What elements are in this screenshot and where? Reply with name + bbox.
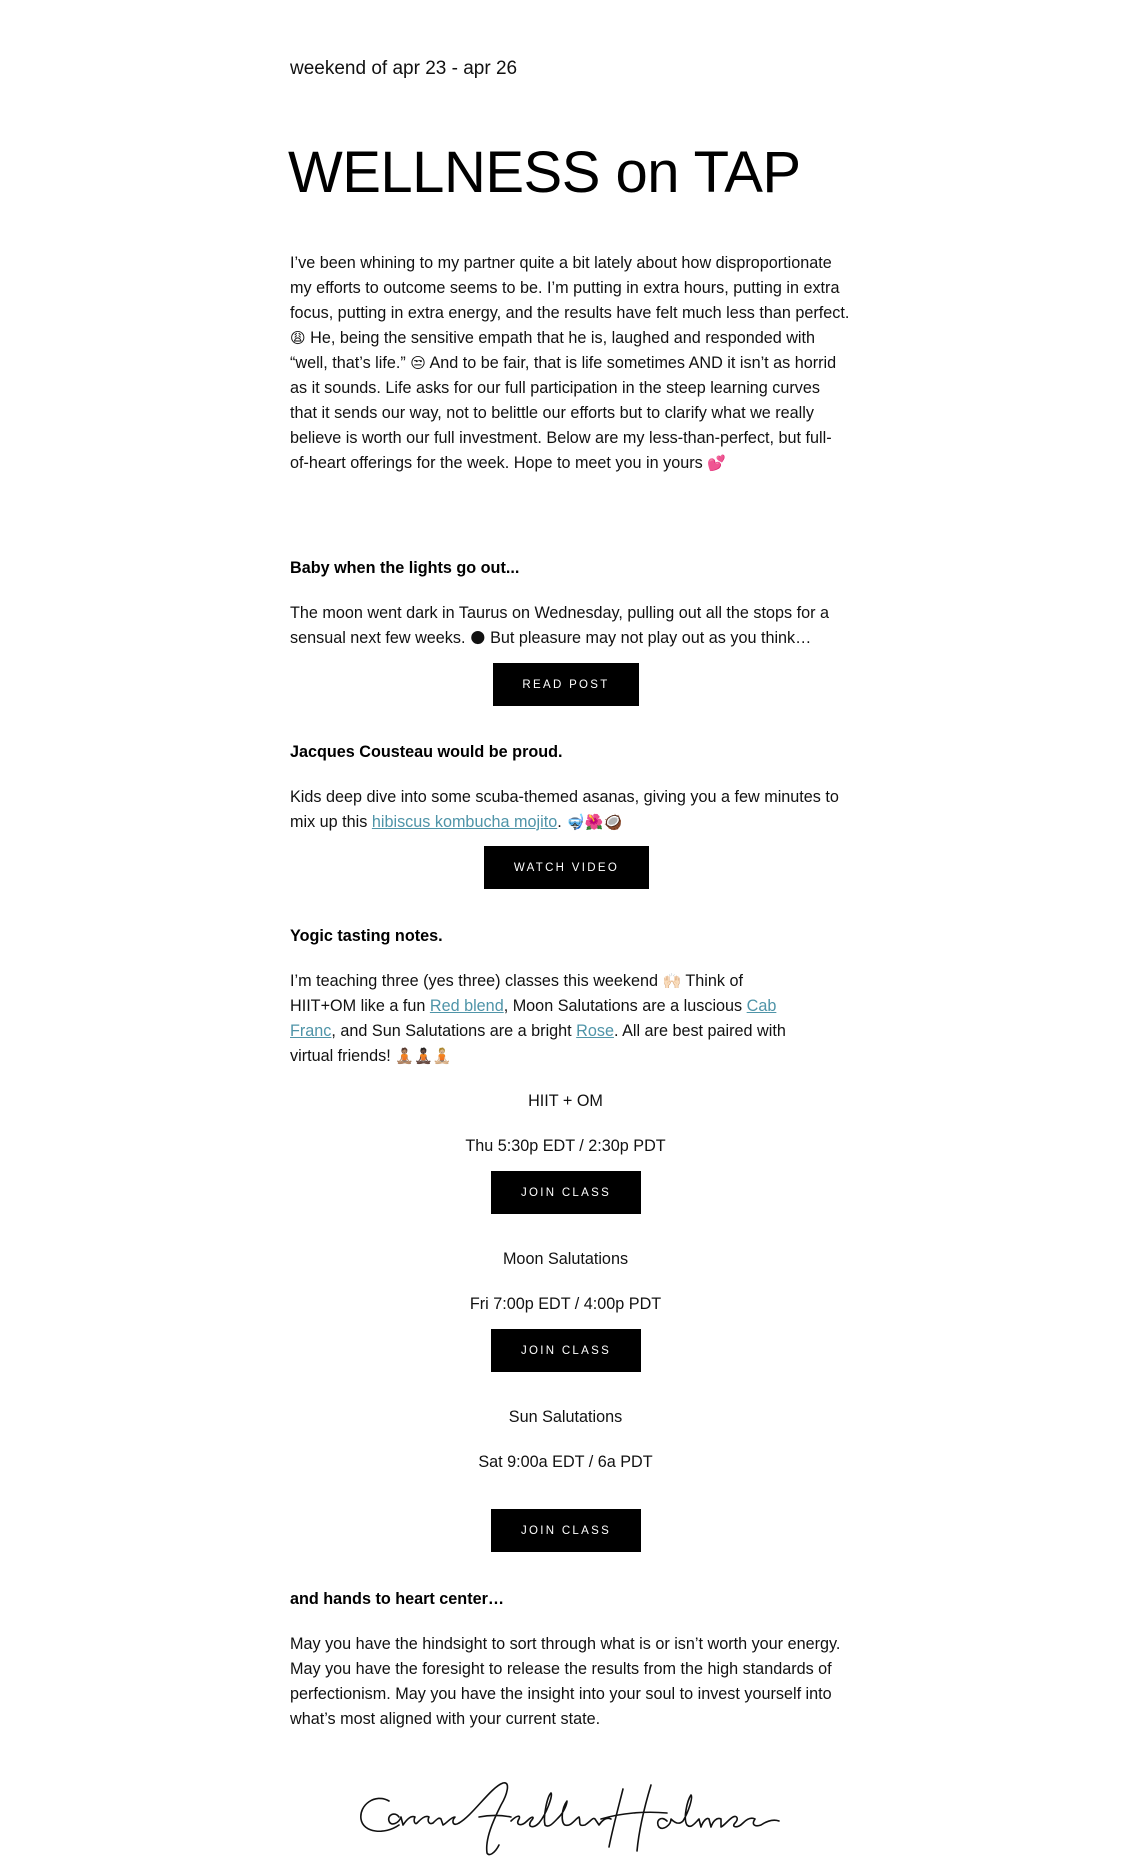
tasting-text-2: Think of HIIT+OM like a fun: [290, 972, 743, 1015]
read-post-button[interactable]: READ POST: [493, 663, 639, 706]
issue-date: weekend of apr 23 - apr 26: [290, 58, 518, 79]
tasting-text-1: I’m teaching three (yes three) classes this weekend: [290, 972, 658, 990]
join-class-button-sun[interactable]: JOIN CLASS: [491, 1509, 641, 1552]
lights-text-2: But pleasure may not play out as you think…: [490, 629, 812, 647]
class-time-sun: Sat 9:00a EDT / 6a PDT: [478, 1453, 653, 1471]
class-name-sun: Sun Salutations: [508, 1408, 623, 1426]
intro-text-2: He, being the sensitive empath that he is, laughed and responded with “well, that’s life.”: [290, 329, 815, 372]
class-name-moon: Moon Salutations: [502, 1250, 629, 1268]
tasting-text-4: , and Sun Salutations are a bright: [331, 1022, 577, 1040]
section-heading-lights: Baby when the lights go out...: [290, 559, 520, 577]
rose-link[interactable]: Rose: [576, 1022, 614, 1040]
tasting-text-3: , Moon Salutations are a luscious: [503, 997, 747, 1015]
intro-paragraph: [290, 251, 850, 476]
cousteau-text-2: .: [557, 813, 562, 831]
section-text-tasting: [290, 969, 790, 1069]
handwritten-signature: [355, 1775, 785, 1857]
cousteau-text-1: Kids deep dive into some scuba-themed asanas, giving you a few minutes to mix up this: [290, 788, 839, 831]
tasting-text-5: . All are best paired with virtual friends!: [290, 1022, 786, 1065]
two-hearts-icon: 💕: [707, 454, 726, 472]
watch-video-button[interactable]: WATCH VIDEO: [484, 846, 649, 889]
cab-franc-link[interactable]: Cab Franc: [290, 997, 777, 1040]
class-name-hiit: HIIT + OM: [528, 1092, 603, 1110]
intro-text-3: And to be fair, that is life sometimes AND it isn’t as horrid as it sounds. Life asks for our full participation in the steep learning curves that it sends our way, not to belittle our efforts but to clarify what we really believe is worth our full investment. Below are my less-than-perfect, but full-of-heart offerings for the week. Hope to meet you in yours: [290, 354, 837, 472]
join-class-button-hiit[interactable]: JOIN CLASS: [491, 1171, 641, 1214]
join-class-button-moon[interactable]: JOIN CLASS: [491, 1329, 641, 1372]
lights-text-1: The moon went dark in Taurus on Wednesday, pulling out all the stops for a sensual next few weeks.: [290, 604, 829, 647]
section-text-lights: [290, 601, 850, 651]
class-time-moon: Fri 7:00p EDT / 4:00p PDT: [469, 1295, 662, 1313]
section-heading-heart: and hands to heart center…: [290, 1590, 505, 1608]
class-time-hiit: Thu 5:30p EDT / 2:30p PDT: [465, 1137, 666, 1155]
meditating-people-icon: 🧘🏽🧘🏿🧘🏼: [395, 1047, 452, 1065]
kombucha-mojito-link[interactable]: hibiscus kombucha mojito: [371, 813, 558, 831]
section-text-cousteau: [290, 785, 850, 835]
weary-face-icon: 😩: [290, 329, 306, 347]
newsletter-title: WELLNESS on TAP: [288, 140, 801, 205]
raised-hands-icon: 🙌🏻: [662, 972, 682, 990]
red-blend-link[interactable]: Red blend: [429, 997, 504, 1015]
diving-mask-icon: 🤿🌺🥥: [566, 813, 623, 831]
section-heading-cousteau: Jacques Cousteau would be proud.: [290, 743, 563, 761]
new-moon-icon: 🌑: [469, 629, 486, 647]
intro-text-1: I’ve been whining to my partner quite a bit lately about how disproportionate my efforts to outcome seems to be. I’m putting in extra hours, putting in extra focus, putting in extra energy, and the results have felt much less than perfect.: [290, 254, 850, 322]
unamused-face-icon: 😒: [410, 354, 426, 372]
section-text-heart: May you have the hindsight to sort through what is or isn’t worth your energy. May you have the foresight to release the results from the high standards of perfectionism. May you have the insight into your soul to invest yourself into what’s most aligned with your current state.: [290, 1635, 841, 1728]
section-heading-tasting: Yogic tasting notes.: [290, 927, 443, 945]
